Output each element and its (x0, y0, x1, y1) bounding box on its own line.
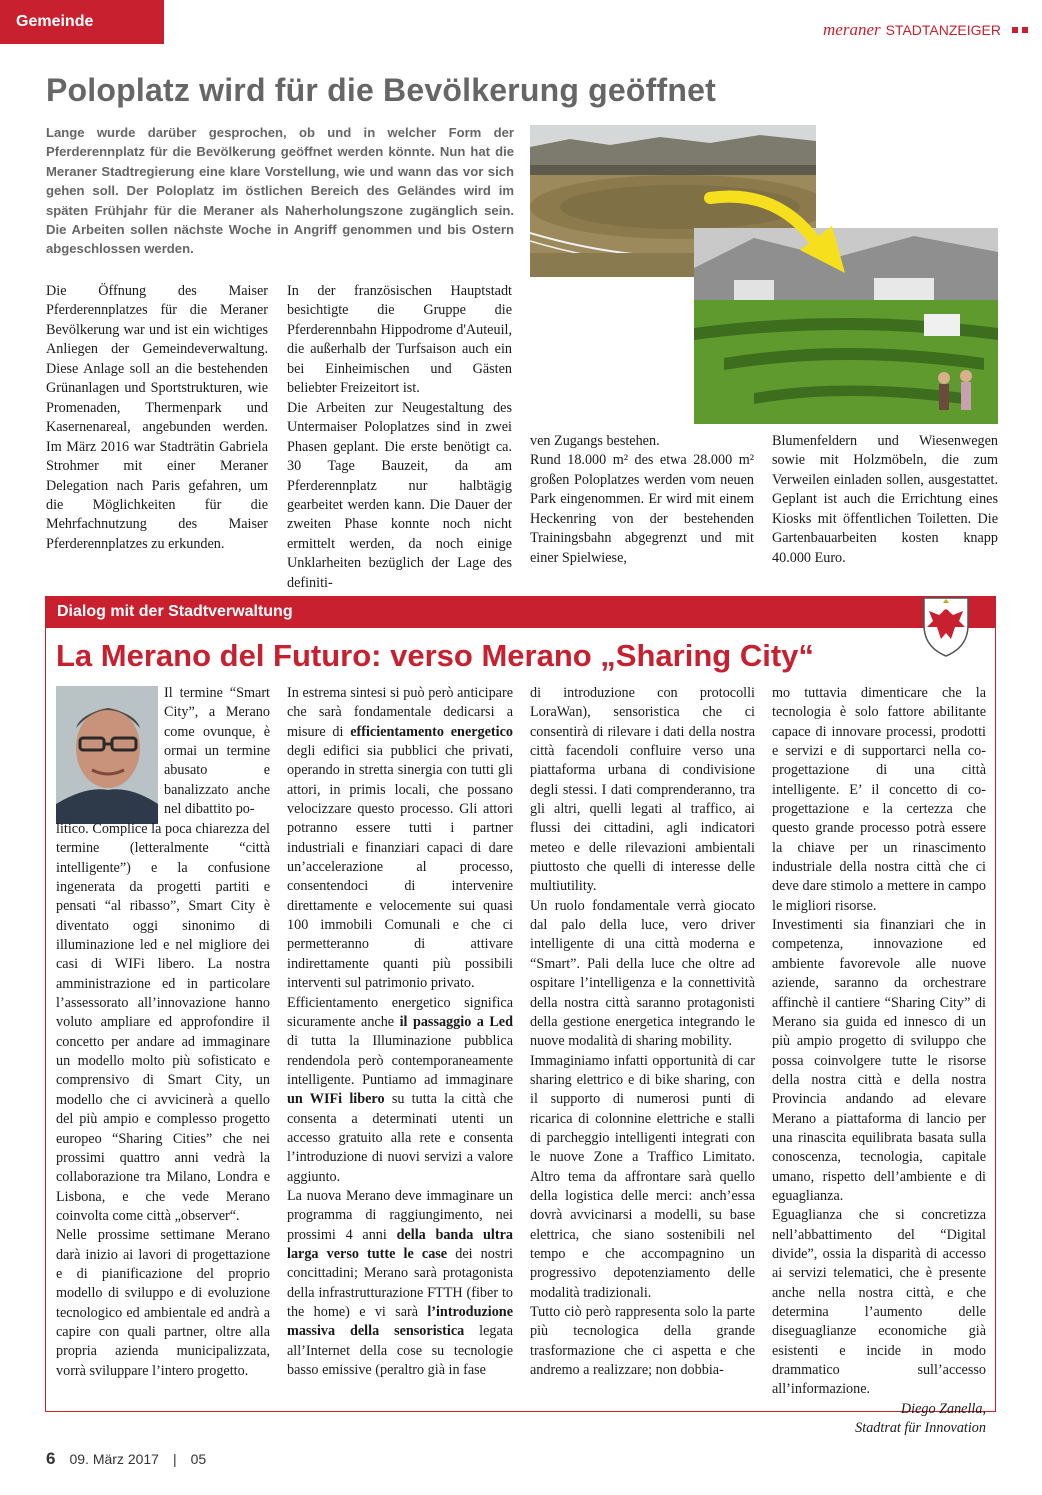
page-footer (46, 1449, 206, 1469)
signature-name: Diego Zanella, (900, 1400, 986, 1417)
dialog-paragraph (287, 684, 513, 994)
text-run: degli edifici sia pubblici che privati, operando in stretta sinergia con tutti gli attori, in primis locali, che possano velocizzare questo processo. Gli attori potranno essere tutti i partner industriali e finanziari capaci di dare un’accelerazione al processo, consentendoci di intervenire direttamente e velocemente sui quasi 100 immobili Comunali e che ci permetteranno di attivare indirettamente quanti più possibili interventi sul patrimonio privato. (287, 743, 513, 992)
bold-run: il passaggio a Led (399, 1013, 513, 1030)
issue-date: 09. März 2017 (69, 1451, 159, 1467)
bold-run: della banda ultra larga verso tutte le case (287, 1226, 513, 1262)
article-column-3 (530, 432, 754, 568)
text-run: dei nostri concittadini; Merano sarà protagonista della infrastrutturazione FTTH (fiber to the home) e vi sarà (287, 1245, 513, 1320)
masthead-stadtanzeiger: STADTANZEIGER (885, 22, 1001, 38)
dialog-paragraph: Nelle prossime settimane Merano darà inizio ai lavori di progettazione e di pianificazione del proprio modello di sviluppo e di evoluzione tecnologico ed ambientale ed andrà a capire con quali partner, oltre alla propria azienda municipalizzata, vorrà sviluppare l’intero progetto. (56, 1227, 270, 1379)
dialog-paragraph: litico. Complice la poca chiarezza del termine (letteralmente “città intelligente”) e la confusione ingenerata da progetti partiti e pensati “al ribasso”, Smart City è diventato oggi sinonimo di illuminazione led e nel migliore dei casi di WIFi libero. La nostra amministrazione ed in particolare l’assessorato all’innovazione hanno voluto ampliare ed approfondire il concetto per andare ad immaginare un modello molto più sofisticato e comprensivo di Smart City, un modello che ci avvicinerà a quello del più ampio e complesso progetto europeo “Sharing Cities” che nei prossimi quattro anni vedrà la collaborazione tra Milano, Londra e Lisbona, e che vede Merano coinvolta come città „observer“. (56, 821, 270, 1224)
article-headline: Poloplatz wird für die Bevölkerung geöffnet (46, 72, 716, 108)
dialog-paragraph: Investimenti sia finanziari che in competenza, innovazione ed ambiente favorevole alle nuove aziende, saranno da orchestrare affinchè il cantiere “Sharing City” di Merano sia guida ed innesco di un più ampio progetto di sviluppo che possa coinvolgere tutte le risorse della nostra città e della nostra Provincia andando ad elevare Merano a piattaforma di lancio per una rinascita equilibrata basata sulla conoscenza, tecnologia, capitale umano, rispetto dell’ambiente e di eguaglianza. (772, 917, 986, 1204)
author-portrait (56, 686, 158, 824)
dialog-paragraph (287, 994, 513, 1187)
bold-run: un WIFi libero (287, 1091, 385, 1108)
text-run: La nuova Merano deve immaginare un programma di raggiungimento, nei prossimi 4 anni (287, 1187, 513, 1243)
bold-run: l’introduzione massiva della sensoristica (287, 1304, 513, 1340)
dialog-paragraph: Il termine “Smart City”, a Merano come ovunque, è ormai un termine abusato e banalizzato anche nel dibattito po- (164, 685, 270, 818)
dialog-column-3 (530, 684, 755, 1380)
section-label: Gemeinde (0, 0, 164, 44)
dialog-paragraph: Eguaglianza che si concretizza nell’abbattimento del “Digital divide”, ossia la disparità di accesso ai servizi telematici, che è presente anche nella nostra città, e che determina l’aumento delle diseguaglianze economiche già esistenti e incide in modo drammatico sull’accesso all’informazione. (772, 1207, 986, 1398)
masthead-squares-icon (1012, 27, 1028, 33)
text-run: legata all’Internet della cose su tecnologie basso emissive (peraltro già in fase (287, 1323, 513, 1379)
dialog-column-1-top (164, 684, 270, 819)
article-paragraph: Die Arbeiten zur Neugestaltung des Untermaiser Poloplatzes sind in zwei Phasen geplant. Die erste benötigt ca. 30 Tage Bauzeit, da am Pferderennplatz nur halbtägig gearbeitet werden kann. Die Dauer der zweiten Phase konnte noch nicht ermittelt werden, da noch einige Unklarheiten bezüglich der Lage des definiti- (287, 399, 512, 591)
footer-separator: | (172, 1451, 177, 1467)
article-column-2 (287, 282, 512, 593)
article-column-4 (772, 432, 998, 568)
text-run: di tutta la Illuminazione pubblica rendendola però contemporaneamente intelligente. Puntiamo ad immaginare (287, 1033, 513, 1088)
article-paragraph: In der französischen Hauptstadt besichtigte die Gruppe die Pferderennbahn Hippodrome d'Auteuil, die außerhalb der Turfsaison auch ein bei Einheimischen und Gästen beliebter Freizeitort ist. (287, 283, 512, 397)
text-run: Efficientamento energetico significa sicuramente anche (287, 994, 513, 1030)
arrow-icon (700, 178, 860, 288)
article-column-1 (46, 282, 268, 554)
article-lead: Lange wurde darüber gesprochen, ob und in welcher Form der Pferderennplatz für die Bevölkerung geöffnet werden könnte. Nun hat die Meraner Stadtregierung eine klare Vorstellung, wie und wann das vor sich gehen soll. Der Poloplatz im östlichen Bereich des Geländes wird im späten Frühjahr für die Meraner als Naherholungszone zugänglich sein. Die Arbeiten sollen nächste Woche in Angriff genommen und bis Ostern abgeschlossen werden. (46, 125, 514, 257)
text-run: In estrema sintesi si può però anticipare che sarà fondamentale dedicarsi a misure di (287, 685, 513, 740)
masthead-meraner: meraner (823, 20, 881, 39)
dialog-paragraph (287, 1187, 513, 1380)
dialog-paragraph: mo tuttavia dimenticare che la tecnologia è solo fattore abilitante capace di innovare processi, prodotti e servizi e di supportarci nella co-progettazione di una città intelligente. E’ il concetto di co-progettazione e la certezza che questo grande processo potrà essere la chiave per un rinascimento industriale della nostra città che ci deve dare stimolo a mettere in campo le migliori risorse. (772, 685, 986, 914)
page-number: 6 (46, 1449, 56, 1468)
dialog-paragraph: Un ruolo fondamentale verrà giocato dal palo della luce, vero driver intelligente di una città moderna e “Smart”. Pali della luce che oltre ad ospitare l’intelligenza e la connettività della nostra città saranno protagonisti della gestione energetica integrando le nuove modalità di sharing mobility. (530, 897, 755, 1050)
dialog-column-1 (56, 820, 270, 1381)
text-run: su tutta la città che consenta a determinati utenti un accesso gratuito alla rete e consenta l’introduzione di nuovi servizi a valore aggiunto. (287, 1091, 514, 1185)
dialog-column-2 (287, 684, 513, 1380)
dialog-paragraph: Immaginiamo infatti opportunità di car sharing elettrico e di bike sharing, con il supporto di numerosi punti di ricarica di colonnine elettriche e stalli di parcheggio intelligenti integrati con le nuove Zone a Traffico Limitato. Altro tema da affrontare sarà quello della logistica delle merci: anch’essa dovrà avvicinarsi a modelli, su base elettrica, che siano sostenibili nel tempo e che accompagnino un progressivo depotenziamento delle modalità tradizionali. (530, 1052, 755, 1301)
issue-number: 05 (190, 1451, 207, 1467)
dialog-paragraph: Tutto ciò però rappresenta solo la parte più tecnologica della grande trasformazione che ci aspetta e che andremo a realizzare; non dobbia- (530, 1304, 755, 1379)
dialog-section-bar: Dialog mit der Stadtverwaltung (45, 596, 996, 628)
coat-of-arms-icon (921, 595, 971, 659)
article-paragraph: Blumenfeldern und Wiesenwegen sowie mit Holzmöbeln, die zum Verweilen einladen sollen, ausgestattet. Geplant ist auch die Errichtung eines Kiosks mit öffentlichen Toiletten. Die Gartenbauarbeiten kosten knapp 40.000 Euro. (772, 433, 998, 566)
bold-run: efficientamento energetico (350, 723, 513, 740)
dialog-headline: La Merano del Futuro: verso Merano „Sharing City“ (56, 638, 814, 673)
dialog-column-4 (772, 684, 986, 1438)
article-paragraph: Die Öffnung des Maiser Pferderennplatzes für die Meraner Bevölkerung war und ist ein wichtiges Anliegen der Gemeindeverwaltung. Diese Anlage soll an die bestehenden Grünanlagen und Sportstrukturen, wie Promenaden, Thermenpark und Kasernenareal, angebunden werden. Im März 2016 war Stadträtin Gabriela Strohmer mit einer Meraner Delegation nach Paris gefahren, um die Möglichkeiten für die Mehrfachnutzung des Maiser Pferderennplatzes zu erkunden. (46, 283, 268, 552)
masthead (823, 20, 1028, 40)
article-paragraph: ven Zugangs bestehen. (530, 433, 660, 449)
dialog-paragraph: di introduzione con protocolli LoraWan), sensoristica che ci consentirà di rilevare i dati della nostra città facendoli confluire verso una piattaforma urbana di condivisione degli stessi. I dati comprenderanno, tra gli altri, quelli legati al traffico, ai flussi dei cittadini, agli indicatori meteo e delle rilevazioni ambientali piuttosto che quelli di interesse delle multiutility. (530, 685, 755, 895)
signature-role: Stadtrat für Innovation (855, 1420, 986, 1437)
article-paragraph: Rund 18.000 m² des etwa 28.000 m² großen Poloplatzes werden vom neuen Park eingenommen. Er wird mit einem Heckenring von der bestehenden Trainingsbahn abgegrenzt und mit einer Spielwiese, (530, 452, 754, 566)
